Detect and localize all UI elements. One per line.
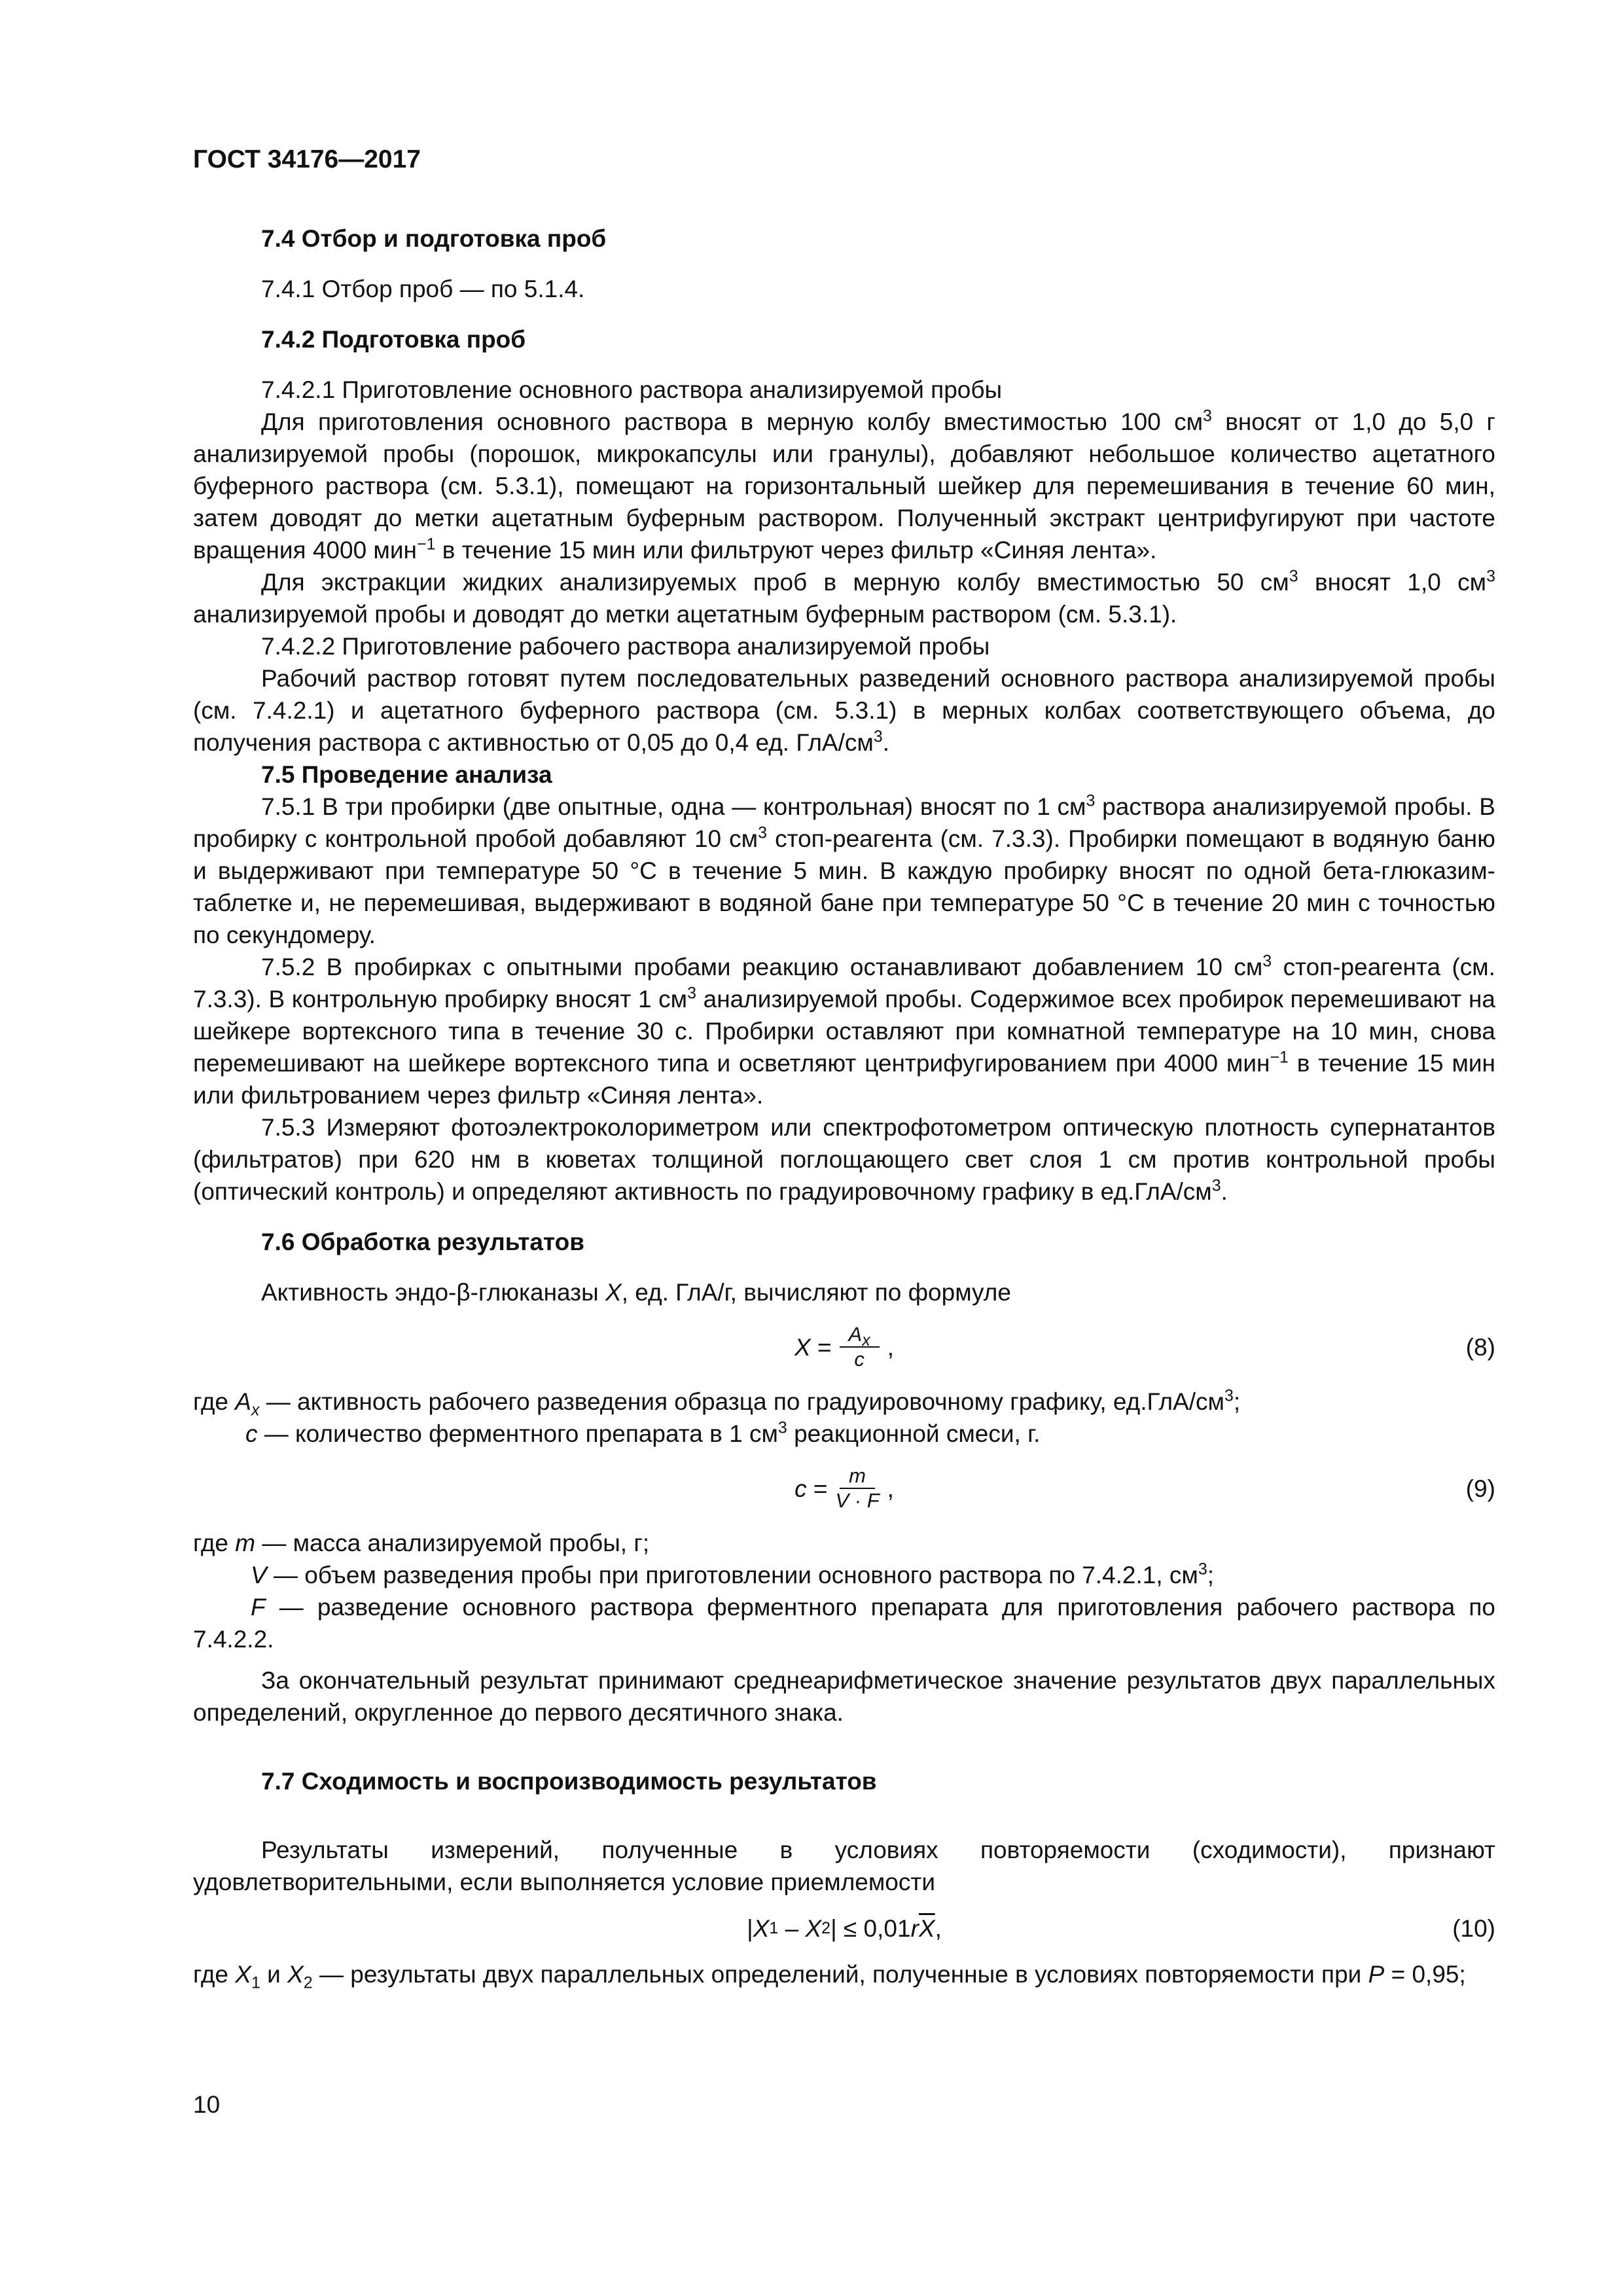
section-heading: 7.4 Отбор и подготовка проб — [261, 225, 607, 252]
paragraph: Для приготовления основного раствора в мерную колбу вместимостью 100 $см^3$ вносят от 1,0 до 5,0 г анализируемой пробы (порошок, микрокапсулы или гранулы), добавляют небольшое количество ацетатного буферного раствора (см. 5.3.1), помещают на горизонтальный шейкер для перемешивания в течение 60 мин, затем доводят до метки ацетатным буферным раствором. Полученный экстракт центрифугируют при частоте вращения 4000 мин$^{-1}$ в течение 15 мин или фильтруют через фильтр «Синяя лента». — [193, 406, 1495, 564]
where-clause: c — количество ферментного препарата в 1 $см^3$ реакционной смеси, г. — [245, 1418, 1041, 1447]
fraction: $\frac{m}{V \cdot F}$ — [835, 1464, 880, 1512]
paragraph: Активность эндо-β-глюканазы X, ед. ГлА/г, вычисляют по формуле — [261, 1279, 1011, 1306]
paragraph: Рабочий раствор готовят путем последовательных разведений основного раствора анализируемой пробы (см. 7.4.2.1) и ацетатного буферного раствора (см. 5.3.1) в мерных колбах соответствующего объема, до получения раствора с активностью от 0,05 до 0,4 ед. ГлА/$см^3$. — [193, 665, 1495, 756]
fraction: $\frac{A_x}{c}$ — [840, 1323, 880, 1371]
paragraph: 7.4.1 Отбор проб — по 5.1.4. — [261, 276, 585, 302]
where-clause: V — объем разведения пробы при приготовлении основного раствора по 7.4.2.1, $см^3$; — [251, 1560, 1215, 1588]
section-heading: 7.7 Сходимость и воспроизводимость результатов — [261, 1768, 877, 1795]
paragraph: 7.4.2.2 Приготовление рабочего раствора анализируемой пробы — [261, 633, 990, 660]
where-clause: где $X_1$ и $X_2$ — результаты двух параллельных определений, полученные в условиях повторяемости при P = 0,95; — [193, 1961, 1466, 1992]
where-clause: F — разведение основного раствора ферментного препарата для приготовления рабочего раствора по 7.4.2.2. — [193, 1594, 1495, 1653]
where-clause: где $A_x$ — активность рабочего разведения образца по градуировочному графику, $ед.ГлА/см^3$; — [193, 1386, 1241, 1420]
page-number: 10 — [193, 2091, 221, 2118]
paragraph: 7.5.3 Измеряют фотоэлектроколориметром или спектрофотометром оптическую плотность супернатантов (фильтратов) при 620 нм в кюветах толщиной поглощающего свет слоя 1 см против контрольной пробы (оптический контроль) и определяют активность по градуировочному графику в $ед.ГлА/см^3$. — [193, 1114, 1495, 1205]
formula-number: (9) — [1465, 1475, 1495, 1502]
paragraph: Для экстракции жидких анализируемых проб в мерную колбу вместимостью 50 $см^3$ вносят 1,0 $см^3$ анализируемой пробы и доводят до метки ацетатным буферным раствором (см. 5.3.1). — [193, 567, 1495, 628]
paragraph: 7.4.2.1 Приготовление основного раствора анализируемой пробы — [261, 376, 1003, 403]
paragraph: Результаты измерений, полученные в условиях повторяемости (сходимости), признают удовлетворительными, если выполняется условие приемлемости — [193, 1837, 1495, 1895]
paragraph: За окончательный результат принимают среднеарифметическое значение результатов двух параллельных определений, округленное до первого десятичного знака. — [193, 1667, 1495, 1726]
paragraph: 7.5.1 В три пробирки (две опытные, одна — контрольная) вносят по 1 $см^3$ раствора анализируемой пробы. В пробирку с контрольной пробой добавляют 10 $см^3$ стоп-реагента (см. 7.3.3). Пробирки помещают в водяную баню и выдерживают при температуре 50 °С в течение 5 мин. В каждую пробирку вносят по одной бета-глюказим-таблетке и, не перемешивая, выдерживают в водяной бане при температуре 50 °С в течение 20 мин с точностью по секундомеру. — [193, 791, 1495, 948]
section-heading: 7.5 Проведение анализа — [261, 761, 552, 788]
formula-number: (8) — [1465, 1333, 1495, 1361]
section-heading: 7.4.2 Подготовка проб — [261, 326, 526, 353]
formula-10: | X 1 – X 2 | ≤ 0,01 r $\overline{X}$ , (10) — [193, 1898, 1495, 1958]
section-heading: 7.6 Обработка результатов — [261, 1229, 584, 1255]
paragraph: 7.5.2 В пробирках с опытными пробами реакцию останавливают добавлением 10 $см^3$ стоп-реагента (см. 7.3.3). В контрольную пробирку вносят 1 $см^3$ анализируемой пробы. Содержимое всех пробирок перемешивают на шейкере вортексного типа в течение 30 с. Пробирки оставляют при комнатной температуре на 10 мин, снова перемешивают на шейкере вортексного типа и осветляют центрифугированием при 4000 мин$^{-1}$ в течение 15 мин или фильтрованием через фильтр «Синяя лента». — [193, 952, 1496, 1109]
formula-9: c = $\frac{m}{V \cdot F}$ , (9) — [794, 1464, 1495, 1512]
where-clause: где m — масса анализируемой пробы, г; — [193, 1530, 650, 1556]
formula-number: (10) — [1452, 1914, 1495, 1942]
page-body — [193, 223, 1495, 1990]
document-header: ГОСТ 34176—2017 — [193, 145, 421, 173]
formula-8: X = $\frac{A_x}{c}$ , (8) — [794, 1323, 1495, 1371]
